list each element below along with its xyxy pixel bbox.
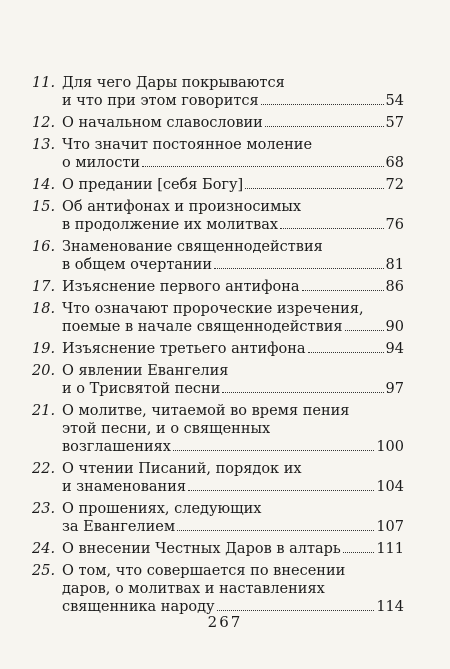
toc-entry-title: О явлении Евангелия [62,363,229,379]
toc-entry-title: Для чего Дары покрываются [62,75,285,91]
toc-entry-title: о милости [62,155,141,171]
toc-entry-title: поемые в начале священнодействия [62,319,343,335]
toc-entry-number: 25. [32,563,56,579]
toc-entry-number: 15. [32,199,56,215]
dot-leader [214,256,384,269]
toc-entry-number: 18. [32,301,56,317]
toc-entry-title: Что означают пророческие изречения, [62,301,364,317]
toc-entry-title: О молитве, читаемой во время пения [62,403,350,419]
toc-entry-line [32,300,404,318]
toc-entry [32,540,404,558]
toc-entry-line [32,460,404,478]
dot-leader [142,154,384,167]
toc-entry-page: 81 [385,257,404,273]
toc-entry [32,300,404,336]
toc-entry-page: 54 [385,93,404,109]
toc-entry-page: 114 [376,599,404,615]
toc-entry-title: Знаменование священнодействия [62,239,323,255]
toc-entry-line [32,136,404,154]
toc-entry-title: и что при этом говорится [62,93,259,109]
toc-entry-title: О предании [себя Богу] [62,177,244,193]
toc-entry [32,198,404,234]
toc-entry-page: 57 [385,115,404,131]
toc-entry-number: 14. [32,177,56,193]
toc-entry-line [32,176,404,194]
dot-leader [245,176,383,189]
toc-entry-line [32,318,404,336]
toc-entry [32,114,404,132]
toc-entry-title: и знаменования [62,479,187,495]
toc-entry [32,340,404,358]
toc-entry-line [32,540,404,558]
toc-entry-title: О внесении Честных Даров в алтарь [62,541,341,557]
toc-entry-number: 17. [32,279,56,295]
toc-entry-line [32,238,404,256]
toc-entry-line [32,438,404,456]
toc-entry-line [32,278,404,296]
toc-entry-line [32,114,404,132]
dot-leader [302,278,384,291]
page-number: 267 [207,613,243,631]
toc-entry-line [32,580,404,598]
toc-entry-number: 12. [32,115,56,131]
toc-entry [32,278,404,296]
toc-entry-line [32,216,404,234]
toc-entry-number: 13. [32,137,56,153]
toc-entry-line [32,362,404,380]
toc-entry-line [32,198,404,216]
dot-leader [173,438,374,451]
toc-entry-page: 86 [385,279,404,295]
toc-entry [32,500,404,536]
toc-entry-number: 22. [32,461,56,477]
toc-entry-number: 11. [32,75,56,91]
toc-entry [32,562,404,616]
toc-entry-line [32,420,404,438]
toc-entry-number: 19. [32,341,56,357]
dot-leader [343,540,374,553]
toc-entry-title: в продолжение их молитвах [62,217,279,233]
dot-leader [177,518,374,531]
toc-entry-title: даров, о молитвах и наставлениях [62,581,325,597]
toc-entry [32,362,404,398]
toc-entry-line [32,500,404,518]
table-of-contents [32,74,404,620]
dot-leader [308,340,384,353]
toc-entry-title: и о Трисвятой песни [62,381,221,397]
toc-entry-title: Изъяснение первого антифона [62,279,300,295]
toc-entry-page: 90 [385,319,404,335]
toc-entry-line [32,478,404,496]
toc-entry-line [32,518,404,536]
toc-entry-line [32,74,404,92]
toc-entry-title: за Евангелием [62,519,176,535]
toc-entry-title: Что значит постоянное моление [62,137,313,153]
dot-leader [265,114,384,127]
dot-leader [222,380,383,393]
toc-entry-title: О прошениях, следующих [62,501,262,517]
toc-entry-page: 107 [376,519,404,535]
toc-entry-page: 111 [376,541,404,557]
toc-entry-line [32,92,404,110]
toc-entry-page: 100 [376,439,404,455]
toc-entry [32,238,404,274]
toc-entry-title: в общем очертании [62,257,213,273]
toc-entry-number: 24. [32,541,56,557]
toc-entry-number: 23. [32,501,56,517]
toc-entry-line [32,340,404,358]
toc-entry-line [32,256,404,274]
toc-entry-line [32,562,404,580]
toc-entry [32,136,404,172]
toc-entry-title: О том, что совершается по внесении [62,563,346,579]
toc-entry-line [32,380,404,398]
toc-entry-page: 104 [376,479,404,495]
dot-leader [188,478,374,491]
toc-entry-title: возглашениях [62,439,171,455]
dot-leader [261,92,384,105]
dot-leader [345,318,384,331]
dot-leader [217,598,375,611]
toc-entry-title: этой песни, и о священных [62,421,271,437]
toc-entry-page: 68 [385,155,404,171]
toc-entry-number: 20. [32,363,56,379]
toc-entry-title: О чтении Писаний, порядок их [62,461,302,477]
toc-entry-title: О начальном славословии [62,115,263,131]
toc-entry-line [32,402,404,420]
toc-entry-number: 16. [32,239,56,255]
dot-leader [280,216,383,229]
toc-entry-title: Изъяснение третьего антифона [62,341,306,357]
toc-entry [32,176,404,194]
toc-entry-page: 76 [385,217,404,233]
toc-entry-page: 72 [385,177,404,193]
toc-entry [32,402,404,456]
toc-entry-title: священника народу [62,599,215,615]
toc-entry-line [32,154,404,172]
toc-entry-number: 21. [32,403,56,419]
toc-entry-page: 94 [385,341,404,357]
toc-entry-title: Об антифонах и произносимых [62,199,302,215]
toc-entry-page: 97 [385,381,404,397]
toc-entry [32,460,404,496]
toc-entry [32,74,404,110]
